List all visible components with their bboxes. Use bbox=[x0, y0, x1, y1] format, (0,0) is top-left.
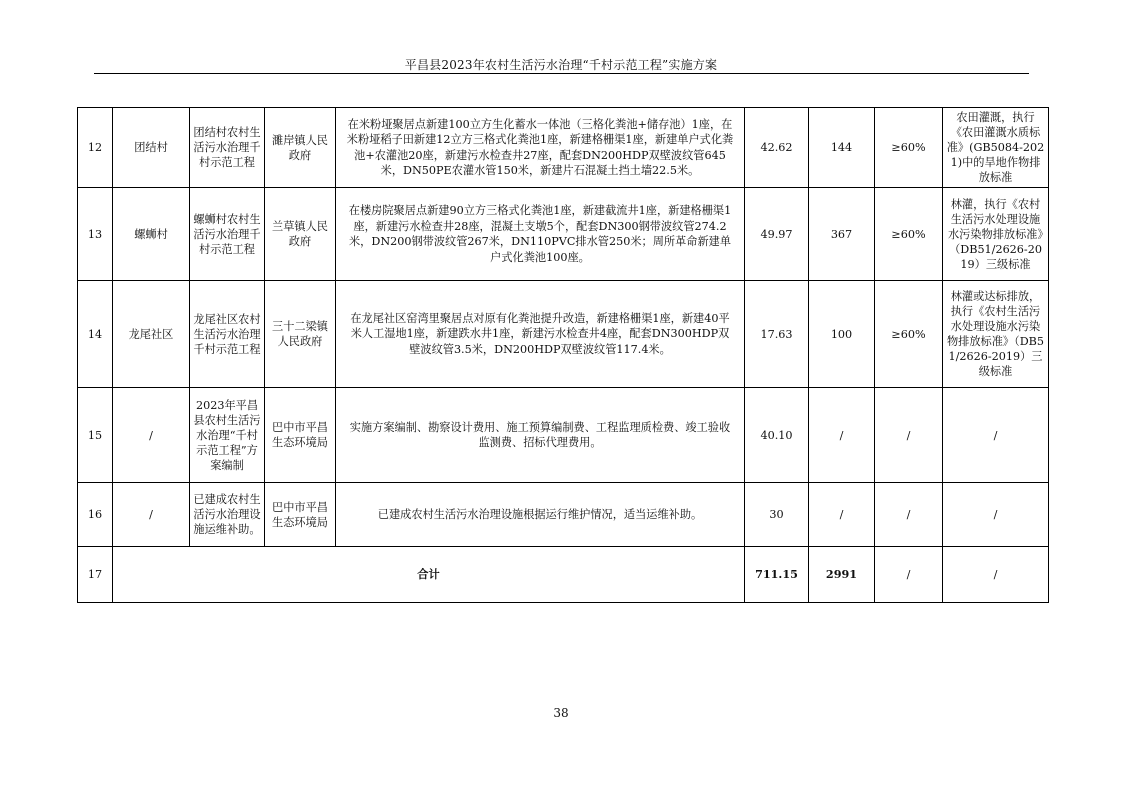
cell-standard: / bbox=[943, 483, 1049, 547]
table-row bbox=[78, 108, 1049, 188]
cell-project: 2023年平昌县农村生活污水治理“千村示范工程”方案编制 bbox=[190, 388, 265, 483]
cell-investment: 17.63 bbox=[745, 281, 809, 388]
cell-standard: 农田灌溉，执行《农田灌溉水质标准》(GB5084-2021)中的旱地作物排放标准 bbox=[943, 108, 1049, 188]
cell-standard: 林灌或达标排放，执行《农村生活污水处理设施水污染物排放标准》（DB51/2626-2019）三级标准 bbox=[943, 281, 1049, 388]
cell-org: 巴中市平昌生态环境局 bbox=[265, 388, 336, 483]
cell-village: / bbox=[113, 483, 190, 547]
cell-village: 螺蛳村 bbox=[113, 188, 190, 281]
total-investment: 711.15 bbox=[745, 547, 809, 603]
cell-investment: 49.97 bbox=[745, 188, 809, 281]
page-number: 38 bbox=[553, 706, 569, 720]
total-households: 2991 bbox=[809, 547, 875, 603]
cell-project: 已建成农村生活污水治理设施运维补助。 bbox=[190, 483, 265, 547]
cell-project: 螺蛳村农村生活污水治理千村示范工程 bbox=[190, 188, 265, 281]
total-label: 合计 bbox=[113, 547, 745, 603]
cell-org: 三十二梁镇人民政府 bbox=[265, 281, 336, 388]
cell-no: 16 bbox=[78, 483, 113, 547]
cell-description: 已建成农村生活污水治理设施根据运行维护情况，适当运维补助。 bbox=[336, 483, 745, 547]
cell-org: 濉岸镇人民政府 bbox=[265, 108, 336, 188]
cell-no: 17 bbox=[78, 547, 113, 603]
cell-no: 12 bbox=[78, 108, 113, 188]
cell-households: / bbox=[809, 483, 875, 547]
table-row bbox=[78, 388, 1049, 483]
cell-rate: / bbox=[875, 388, 943, 483]
cell-investment: 40.10 bbox=[745, 388, 809, 483]
total-row bbox=[78, 547, 1049, 603]
cell-standard: 林灌，执行《农村生活污水处理设施水污染物排放标准》（DB51/2626-2019）三级标准 bbox=[943, 188, 1049, 281]
cell-investment: 30 bbox=[745, 483, 809, 547]
total-rate: / bbox=[875, 547, 943, 603]
cell-no: 15 bbox=[78, 388, 113, 483]
cell-investment: 42.62 bbox=[745, 108, 809, 188]
table-row bbox=[78, 188, 1049, 281]
cell-households: 100 bbox=[809, 281, 875, 388]
cell-village: 龙尾社区 bbox=[113, 281, 190, 388]
cell-no: 13 bbox=[78, 188, 113, 281]
cell-description: 在米粉垭聚居点新建100立方生化蓄水一体池（三格化粪池+储存池）1座，在米粉垭稻子田新建12立方三格式化粪池1座，新建格栅渠1座，新建单户式化粪池+农灌池20座，新建污水检查井27座，配套DN200HDP双壁波纹管645米，DN50PE农灌水管150米，新建片石混凝土挡土墙22.5米。 bbox=[336, 108, 745, 188]
cell-standard: / bbox=[943, 388, 1049, 483]
cell-households: / bbox=[809, 388, 875, 483]
cell-rate: ≥60% bbox=[875, 281, 943, 388]
cell-households: 367 bbox=[809, 188, 875, 281]
cell-description: 在楼房院聚居点新建90立方三格式化粪池1座，新建截流井1座，新建格栅渠1座，新建污水检查井28座，混凝土支墩5个，配套DN300钢带波纹管274.2米，DN200钢带波纹管267米，DN110PVC排水管250米；周所革命新建单户式化粪池100座。 bbox=[336, 188, 745, 281]
cell-rate: ≥60% bbox=[875, 108, 943, 188]
cell-no: 14 bbox=[78, 281, 113, 388]
cell-org: 兰草镇人民政府 bbox=[265, 188, 336, 281]
project-table bbox=[77, 107, 1049, 603]
total-standard: / bbox=[943, 547, 1049, 603]
table-row bbox=[78, 281, 1049, 388]
page-header-title: 平昌县2023年农村生活污水治理“千村示范工程”实施方案 bbox=[404, 58, 718, 72]
cell-project: 龙尾社区农村生活污水治理千村示范工程 bbox=[190, 281, 265, 388]
cell-village: / bbox=[113, 388, 190, 483]
cell-description: 在龙尾社区窑湾里聚居点对原有化粪池提升改造，新建格栅渠1座，新建40平米人工湿地1座，新建跌水井1座，新建污水检查井4座，配套DN300HDP双壁波纹管3.5米，DN200HDP双壁波纹管117.4米。 bbox=[336, 281, 745, 388]
cell-description: 实施方案编制、勘察设计费用、施工预算编制费、工程监理质检费、竣工验收监测费、招标代理费用。 bbox=[336, 388, 745, 483]
header-rule bbox=[94, 73, 1029, 74]
cell-village: 团结村 bbox=[113, 108, 190, 188]
cell-project: 团结村农村生活污水治理千村示范工程 bbox=[190, 108, 265, 188]
cell-rate: / bbox=[875, 483, 943, 547]
cell-households: 144 bbox=[809, 108, 875, 188]
cell-org: 巴中市平昌生态环境局 bbox=[265, 483, 336, 547]
cell-rate: ≥60% bbox=[875, 188, 943, 281]
table-row bbox=[78, 483, 1049, 547]
